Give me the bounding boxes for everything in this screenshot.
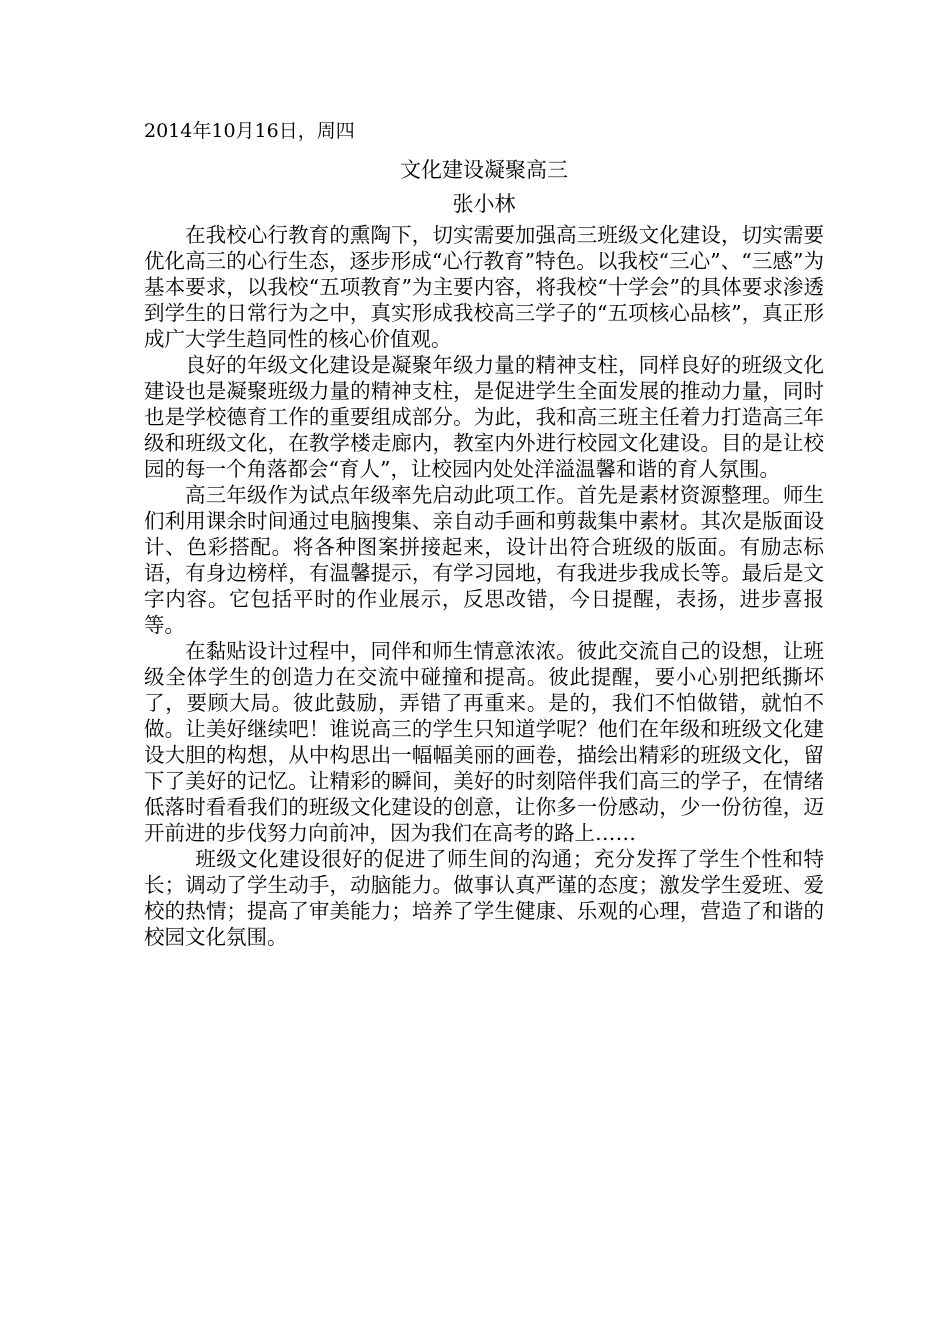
body-paragraph: 在黏贴设计过程中，同伴和师生情意浓浓。彼此交流自己的设想，让班级全体学生的创造力在交流中碰撞和提高。彼此提醒，要小心别把纸撕坏了，要顾大局。彼此鼓励，弄错了再重来。是的，我们不怕做错，就怕不做。让美好继续吧！谁说高三的学生只知道学呢？他们在年级和班级文化建设大胆的构想，从中构思出一幅幅美丽的画卷，描绘出精彩的班级文化，留下了美好的记忆。让精彩的瞬间，美好的时刻陪伴我们高三的学子，在情绪低落时看看我们的班级文化建设的创意，让你多一份感动，少一份彷徨，迈开前进的步伐努力向前冲，因为我们在高考的路上…… [144, 639, 824, 845]
author-name: 张小林 [452, 192, 516, 216]
document-title: 文化建设凝聚高三 [400, 158, 568, 182]
body-paragraph: 班级文化建设很好的促进了师生间的沟通；充分发挥了学生个性和特长；调动了学生动手，动脑能力。做事认真严谨的态度；激发学生爱班、爱校的热情；提高了审美能力；培养了学生健康、乐观的心理，营造了和谐的校园文化氛围。 [144, 847, 824, 949]
body-paragraph: 良好的年级文化建设是凝聚年级力量的精神支柱，同样良好的班级文化建设也是凝聚班级力量的精神支柱，是促进学生全面发展的推动力量，同时也是学校德育工作的重要组成部分。为此，我和高三班主任着力打造高三年级和班级文化，在教学楼走廊内，教室内外进行校园文化建设。目的是让校园的每一个角落都会“育人”，让校园内处处洋溢温馨和谐的育人氛围。 [144, 353, 824, 481]
body-paragraph: 高三年级作为试点年级率先启动此项工作。首先是素材资源整理。师生们利用课余时间通过电脑搜集、亲自动手画和剪裁集中素材。其次是版面设计、色彩搭配。将各种图案拼接起来，设计出符合班级的版面。有励志标语，有身边榜样，有温馨提示，有学习园地，有我进步我成长等。最后是文字内容。它包括平时的作业展示，反思改错，今日提醒，表扬，进步喜报等。 [144, 483, 824, 637]
date-line: 2014年10月16日，周四 [144, 120, 355, 142]
body-paragraph: 在我校心行教育的熏陶下，切实需要加强高三班级文化建设，切实需要优化高三的心行生态，逐步形成“心行教育”特色。以我校“三心”、“三感”为基本要求，以我校“五项教育”为主要内容，将我校“十学会”的具体要求渗透到学生的日常行为之中，真实形成我校高三学子的“五项核心品核”，真正形成广大学生趋同性的核心价值观。 [144, 223, 824, 351]
document-page [144, 118, 824, 950]
